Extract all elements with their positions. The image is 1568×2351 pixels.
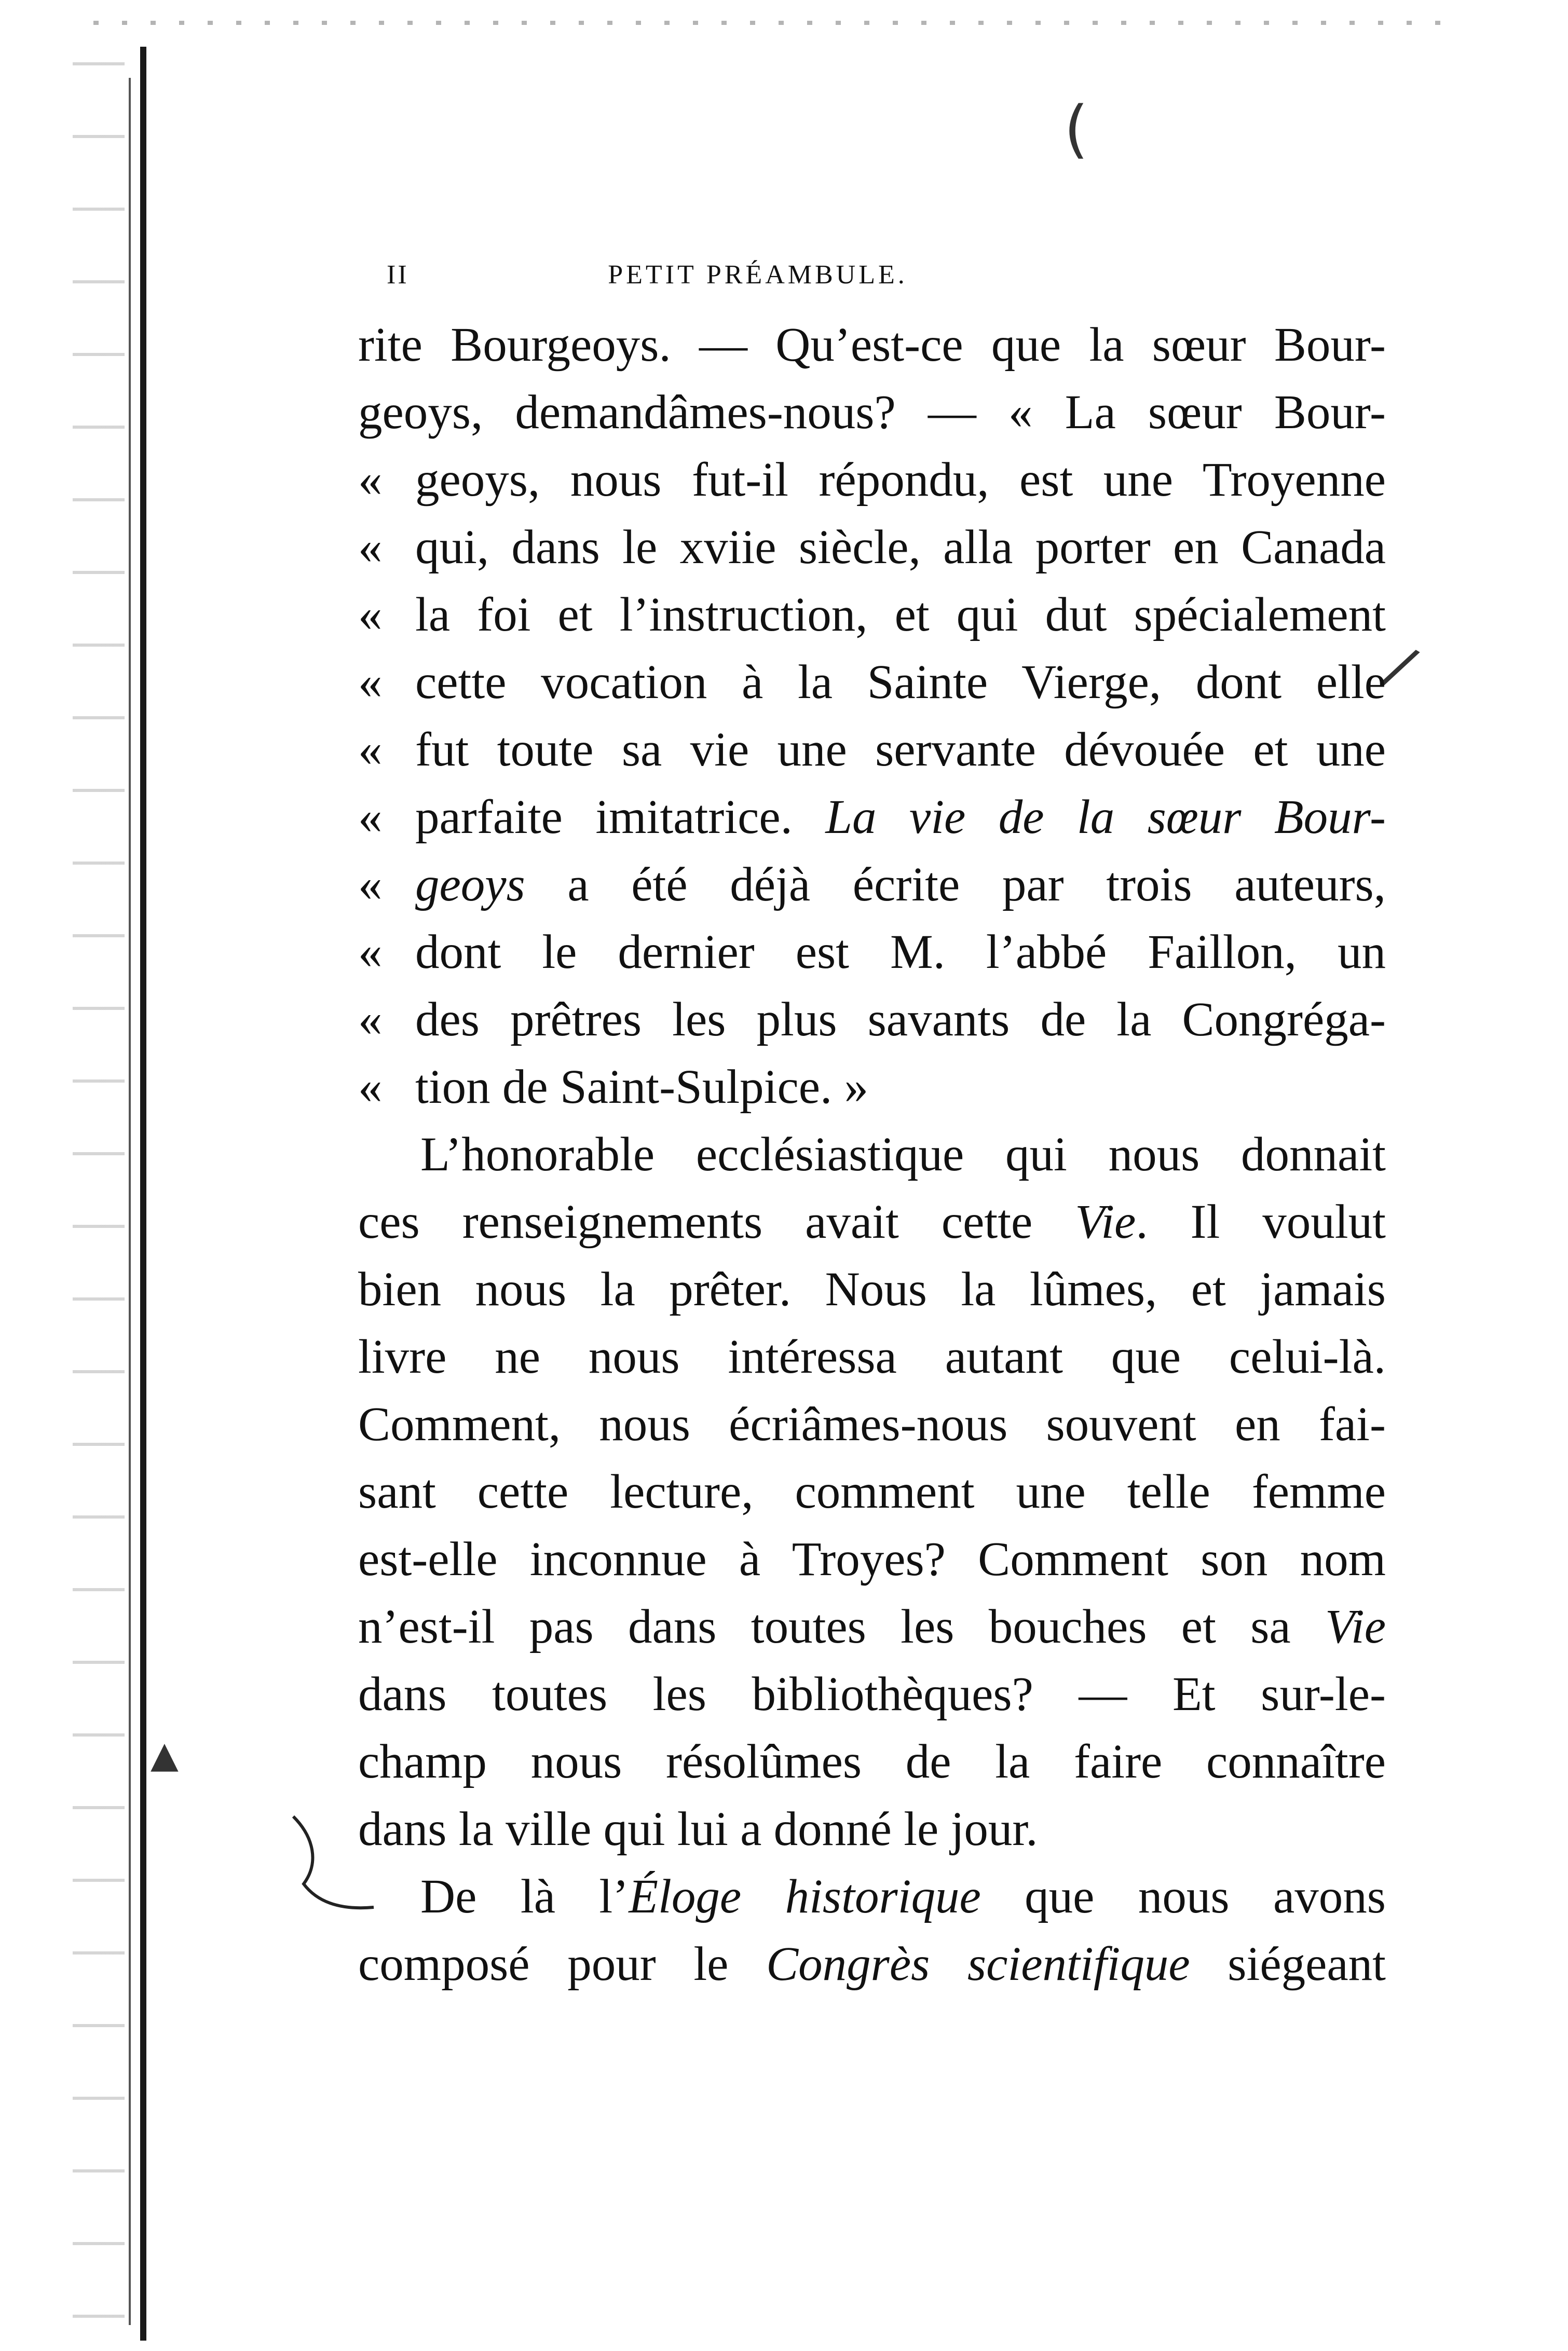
quote-mark: « [358,925,383,979]
text-line [358,716,1386,784]
text-line [358,581,1386,649]
line-text: champ nous résolûmes de la faire connaître [358,1735,1386,1788]
binding-shadow [129,78,131,2325]
text-line [358,1323,1386,1391]
quote-mark: « [358,790,383,844]
text-line [358,1188,1386,1256]
text-line [358,851,1386,919]
text-line [358,986,1386,1054]
header-title: PETIT PRÉAMBULE. [608,260,908,290]
line-text: sant cette lecture, comment une telle femme [358,1465,1386,1519]
line-text: rite Bourgeoys. — Qu’est-ce que la sœur Bour- [358,318,1386,372]
stray-mark-icon: ( [1064,93,1088,166]
quote-mark: « [358,1060,383,1114]
italic-text: La vie de la sœur Bour- [825,790,1386,844]
line-text: que nous avons [980,1870,1386,1923]
text-line [358,1796,1386,1863]
running-header [387,259,1129,301]
binding-edge [140,47,146,2341]
quote-mark: « [358,588,383,641]
line-text: dont le dernier est M. l’abbé Faillon, un [415,925,1386,979]
text-line [358,1391,1386,1458]
text-line [358,1526,1386,1593]
line-text: a été déjà écrite par trois auteurs, [525,858,1386,911]
line-text: geoys, nous fut-il répondu, est une Troyenne [415,453,1386,507]
line-text: dans la ville qui lui a donné le jour. [358,1802,1038,1856]
quote-mark: « [358,723,383,776]
text-line [358,784,1386,851]
italic-text: Vie [1325,1600,1386,1653]
line-text: composé pour le [358,1937,767,1991]
text-line [358,514,1386,581]
text-line [358,649,1386,716]
quote-mark: « [358,521,383,574]
pencil-stroke-icon: / [1375,633,1426,700]
text-line [358,379,1386,446]
line-text: De là l’ [420,1870,629,1923]
line-text: livre ne nous intéressa autant que celui-là. [358,1330,1386,1384]
line-text: fut toute sa vie une servante dévouée et une [415,723,1386,776]
text-line [358,1054,1386,1121]
line-text: est-elle inconnue à Troyes? Comment son nom [358,1533,1386,1586]
quote-mark: « [358,858,383,911]
line-text: tion de Saint-Sulpice. » [415,1060,869,1114]
text-line [358,1931,1386,1998]
page-number: II [387,260,409,290]
text-line [358,1256,1386,1323]
line-text: L’honorable ecclésiastique qui nous donnait [420,1128,1386,1181]
italic-text: geoys [415,858,525,911]
text-line [358,919,1386,986]
italic-text: Vie [1075,1195,1136,1249]
text-line [358,446,1386,514]
line-text: des prêtres les plus savants de la Congréga- [415,993,1386,1046]
text-line [358,1661,1386,1728]
quote-mark: « [358,993,383,1046]
text-line [358,1863,1386,1931]
arrow-mark-icon: ▲ [151,1733,179,1776]
line-text: parfaite imitatrice. [415,790,826,844]
line-text: n’est-il pas dans toutes les bouches et sa [358,1600,1325,1653]
text-line [358,1728,1386,1796]
line-text: ces renseignements avait cette [358,1195,1075,1249]
line-text: qui, dans le xviie siècle, alla porter en Canada [415,521,1386,574]
line-text: Comment, nous écriâmes-nous souvent en fai- [358,1398,1386,1451]
italic-text: Congrès scientifique [766,1937,1190,1991]
line-text: cette vocation à la Sainte Vierge, dont elle [415,655,1386,709]
quote-mark: « [358,655,383,709]
text-line [358,1458,1386,1526]
text-line [358,1121,1386,1188]
text-line [358,1593,1386,1661]
line-text: siégeant [1190,1937,1386,1991]
line-text: dans toutes les bibliothèques? — Et sur-le- [358,1667,1386,1721]
italic-text: Éloge historique [629,1870,981,1923]
line-text: geoys, demandâmes-nous? — « La sœur Bour- [358,386,1386,439]
scan-noise-left [73,62,125,2335]
scan-noise-top [93,21,1443,25]
line-text: . Il voulut [1136,1195,1386,1249]
body-text [358,311,1386,1998]
quote-mark: « [358,453,383,507]
line-text: bien nous la prêter. Nous la lûmes, et jamais [358,1263,1386,1316]
line-text: la foi et l’instruction, et qui dut spécialement [415,588,1386,641]
text-line [358,311,1386,379]
